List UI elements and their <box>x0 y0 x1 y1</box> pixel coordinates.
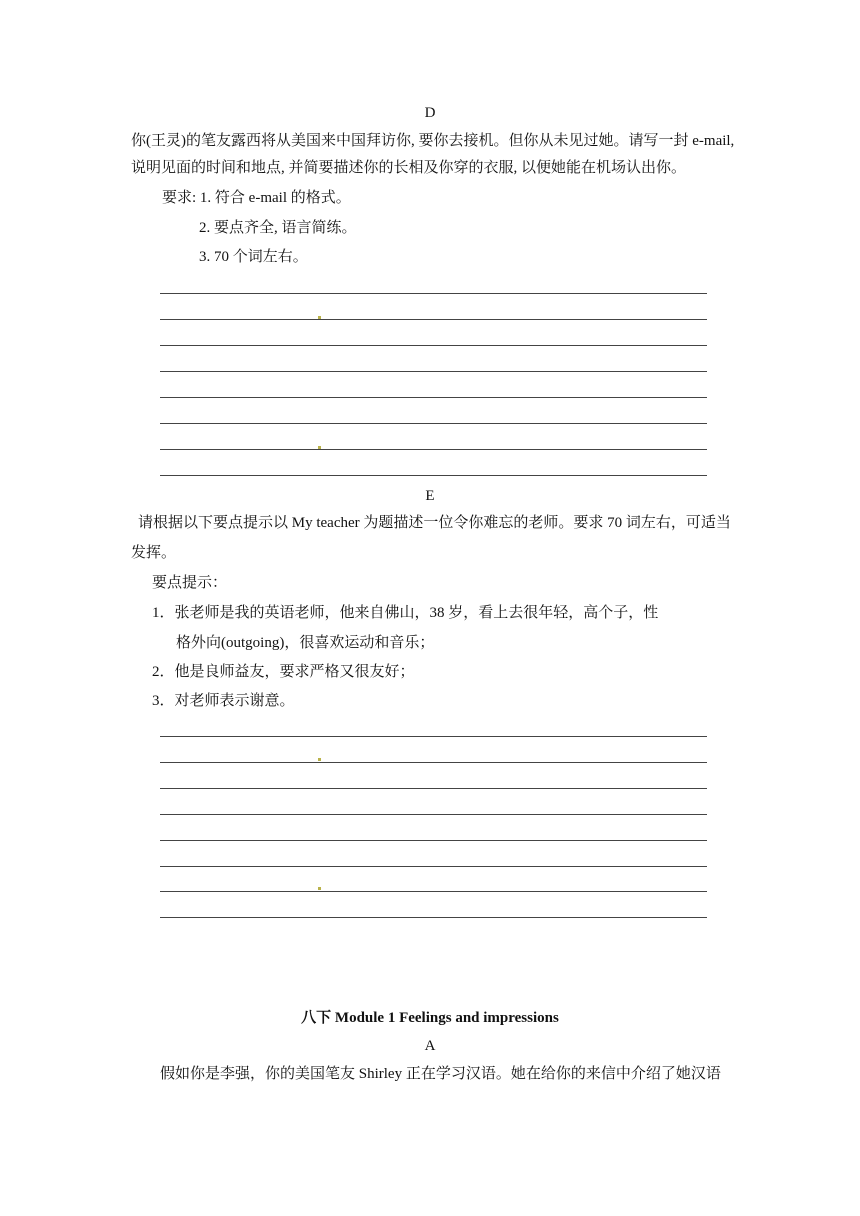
writing-line[interactable] <box>160 371 707 372</box>
writing-line[interactable] <box>160 840 707 841</box>
writing-line[interactable] <box>160 319 707 320</box>
module-sub-heading: A <box>424 1038 436 1054</box>
section-e-tip-2: 2．他是良师益友，要求严格又很友好； <box>152 664 415 680</box>
module-title: 八下 Module 1 Feelings and impressions <box>301 1010 559 1026</box>
section-e-prompt-line1: 请根据以下要点提示以 My teacher 为题描述一位令你难忘的老师。要求 70 词左右，可适当 <box>138 515 731 531</box>
section-e-tip-3: 3．对老师表示谢意。 <box>152 693 295 709</box>
writing-line[interactable] <box>160 788 707 789</box>
section-d-requirement-2: 2. 要点齐全, 语言简练。 <box>199 220 357 236</box>
writing-line[interactable] <box>160 293 707 294</box>
writing-line[interactable] <box>160 917 707 918</box>
section-d-requirement-1: 要求: 1. 符合 e-mail 的格式。 <box>162 190 351 206</box>
section-d-prompt-line1: 你(王灵)的笔友露西将从美国来中国拜访你, 要你去接机。但你从未见过她。请写一封 e-mail, <box>131 133 735 149</box>
section-e-tip-1-line2: 格外向(outgoing)，很喜欢运动和音乐； <box>176 635 435 651</box>
section-d-prompt-line2: 说明见面的时间和地点, 并简要描述你的长相及你穿的衣服, 以便她能在机场认出你。 <box>131 160 687 176</box>
section-e-heading: E <box>425 488 435 504</box>
marker-dot <box>318 887 321 890</box>
writing-line[interactable] <box>160 475 707 476</box>
section-e-prompt-line2: 发挥。 <box>131 545 177 561</box>
writing-line[interactable] <box>160 345 707 346</box>
writing-line[interactable] <box>160 866 707 867</box>
writing-line[interactable] <box>160 397 707 398</box>
writing-line[interactable] <box>160 762 707 763</box>
marker-dot <box>318 758 321 761</box>
module-prompt-line1: 假如你是李强，你的美国笔友 Shirley 正在学习汉语。她在给你的来信中介绍了她汉语 <box>160 1066 721 1082</box>
writing-line[interactable] <box>160 814 707 815</box>
section-d-heading: D <box>424 105 436 121</box>
writing-line[interactable] <box>160 736 707 737</box>
section-e-tips-label: 要点提示： <box>152 575 228 591</box>
writing-line[interactable] <box>160 449 707 450</box>
writing-line[interactable] <box>160 423 707 424</box>
section-d-requirement-3: 3. 70 个词左右。 <box>199 249 308 265</box>
writing-line[interactable] <box>160 891 707 892</box>
section-e-tip-1-line1: 1．张老师是我的英语老师，他来自佛山，38 岁，看上去很年轻，高个子，性 <box>152 605 659 621</box>
